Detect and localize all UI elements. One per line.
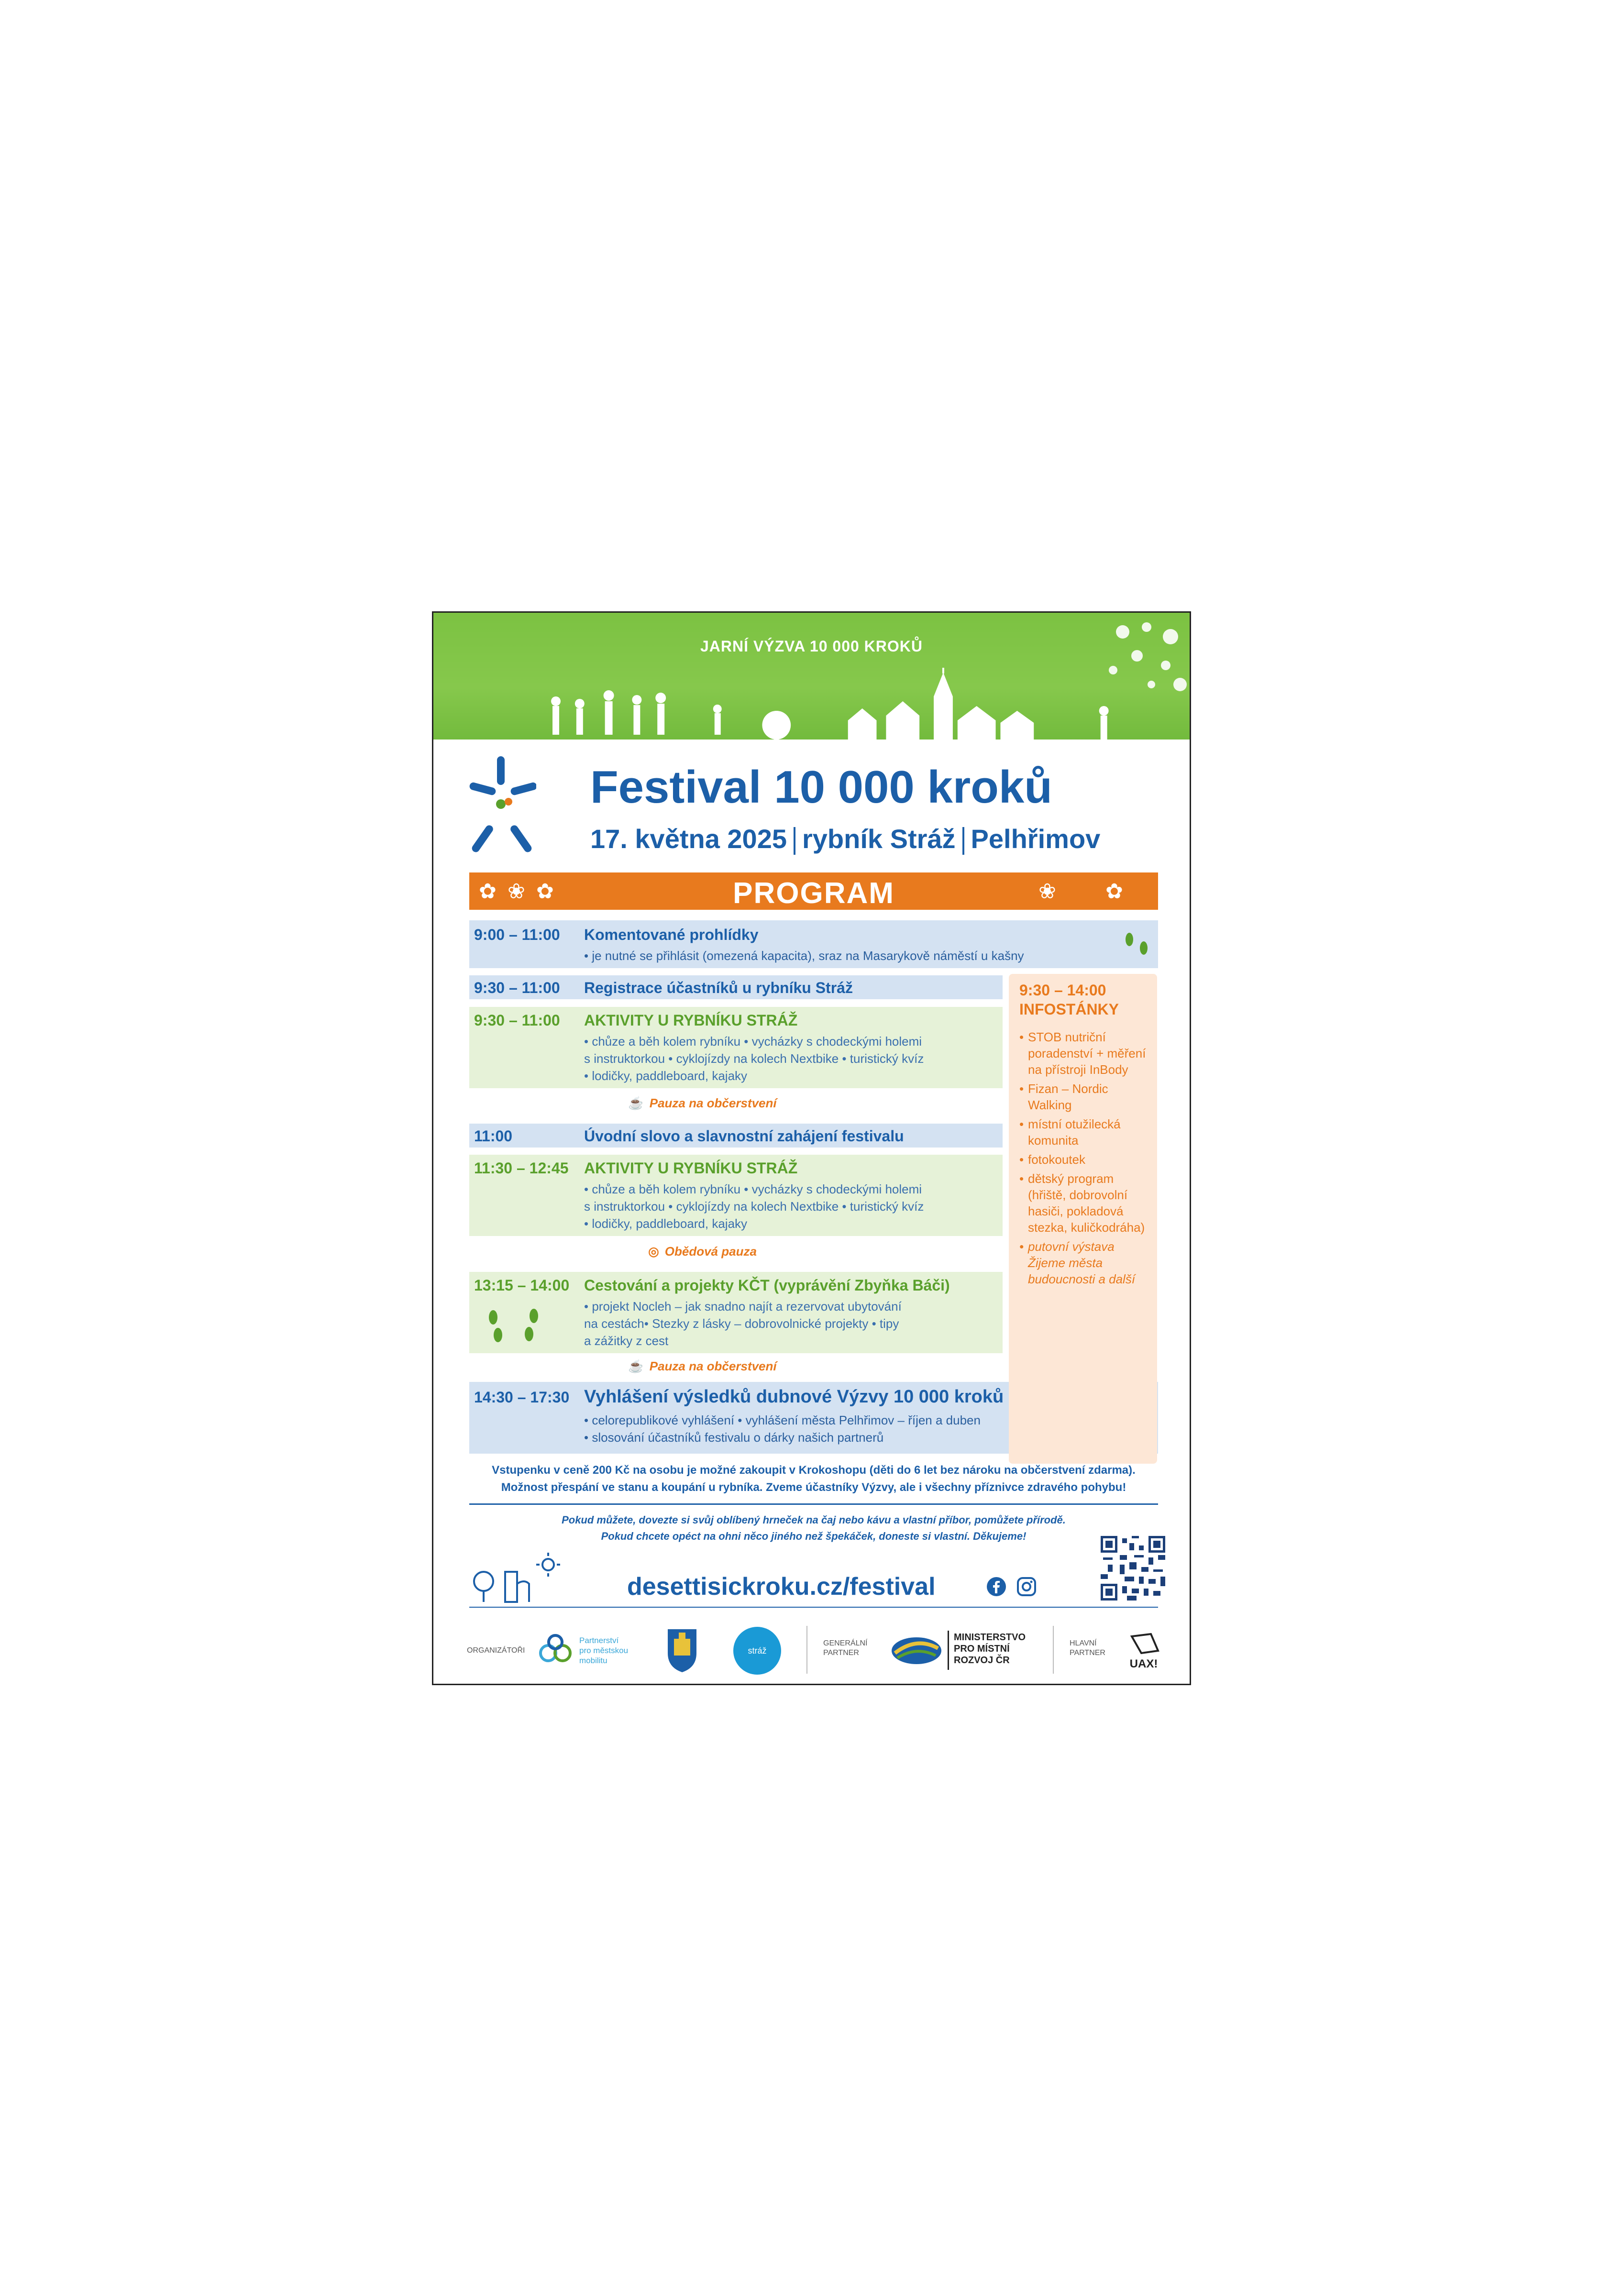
festival-poster [432, 611, 1191, 1685]
footprints-icon [1121, 930, 1154, 959]
schedule-row [469, 1155, 1003, 1236]
uax-logo-text: UAX! [1129, 1657, 1158, 1670]
schedule-row [469, 975, 1003, 999]
pause-label: Obědová pauza [664, 1244, 757, 1258]
festival-subtitle [590, 823, 1100, 855]
schedule-detail: • chůze a běh kolem rybníku • vycházky s chodeckými holemi [584, 1034, 922, 1049]
event-date: 17. května 2025 [590, 824, 787, 854]
schedule-time: 9:30 – 11:00 [474, 1012, 560, 1029]
coffee-cup-icon: ☕ [628, 1096, 644, 1110]
main-partner-label [1070, 1639, 1105, 1658]
schedule-detail: s instruktorkou • cyklojízdy na kolech Nextbike • turistický kvíz [584, 1199, 924, 1214]
footprints-icon [479, 1305, 551, 1348]
festival-title: Festival 10 000 kroků [590, 762, 1052, 813]
ticket-note-line: Vstupenku v ceně 200 Kč na osobu je možné zakoupit v Krokoshopu (děti do 6 let bez nároku na občerstvení zdarma). [492, 1464, 1136, 1477]
schedule-time: 13:15 – 14:00 [474, 1277, 570, 1294]
info-item: • STOB nutriční poradenství + měření na přístroji InBody [1019, 1029, 1151, 1078]
general-partner-label [823, 1639, 867, 1658]
flower-icon: ❀ [1038, 880, 1056, 903]
divider [469, 1503, 1158, 1505]
info-item: • místní otužilecká komunita [1019, 1116, 1151, 1148]
schedule-row [469, 1124, 1003, 1148]
schedule-title: Cestování a projekty KČT (vyprávění Zbyňka Báči) [584, 1277, 950, 1294]
separator [806, 1626, 807, 1674]
schedule-detail: • lodičky, paddleboard, kajaky [584, 1216, 748, 1231]
flower-icon: ✿ [536, 880, 554, 903]
ppm-logo-text [579, 1635, 628, 1666]
label-line: HLAVNÍ [1070, 1639, 1097, 1647]
header-banner [433, 613, 1190, 749]
straz-logo-icon [732, 1626, 783, 1676]
flower-icon: ✿ [479, 880, 497, 903]
info-list [1019, 1029, 1151, 1290]
label-line: GENERÁLNÍ [823, 1639, 868, 1647]
schedule-time: 11:00 [474, 1127, 513, 1145]
festival-url-link[interactable]: desettisickroku.cz/festival [627, 1573, 936, 1601]
separator [948, 1631, 949, 1670]
lunch-pause [433, 1244, 972, 1259]
ppm-text-line: Partnerství [579, 1636, 619, 1645]
schedule-title: Komentované prohlídky [584, 926, 759, 943]
schedule-title: AKTIVITY U RYBNÍKU STRÁŽ [584, 1012, 798, 1029]
schedule-detail: na cestách• Stezky z lásky – dobrovolnické projekty • tipy [584, 1316, 899, 1331]
eco-note-line: Pokud můžete, dovezte si svůj oblíbený hrneček na čaj nebo kávu a vlastní příbor, pomůžete přírodě. [562, 1514, 1066, 1526]
town-skyline [433, 668, 1190, 749]
schedule-detail: a zážitky z cest [584, 1334, 669, 1348]
separator [794, 827, 795, 855]
ppm-text-line: pro městskou [579, 1646, 629, 1655]
event-place: rybník Stráž [802, 824, 956, 854]
separator [962, 827, 964, 855]
straz-logo-text: stráž [748, 1646, 767, 1656]
separator [1053, 1626, 1054, 1674]
schedule-detail: • chůze a běh kolem rybníku • vycházky s chodeckými holemi [584, 1182, 922, 1196]
label-line: PARTNER [823, 1649, 859, 1657]
challenge-heading: JARNÍ VÝZVA 10 000 KROKŮ [700, 638, 923, 655]
info-item: • fotokoutek [1019, 1151, 1151, 1168]
pause-label: Pauza na občerstvení [649, 1096, 777, 1110]
info-stands-panel [1009, 974, 1157, 1464]
pelhrimov-coat-of-arms-icon [665, 1627, 699, 1675]
schedule-row [469, 920, 1158, 968]
mmr-text-line: MINISTERSTVO [954, 1632, 1026, 1643]
pause-label: Pauza na občerstvení [649, 1359, 777, 1373]
qr-code[interactable] [1101, 1536, 1165, 1601]
ticket-note-line: Možnost přespání ve stanu a koupání u rybníka. Zveme účastníky Výzvy, ale i všechny příznivce zdravého pohybu! [501, 1481, 1126, 1494]
plate-icon: ◎ [648, 1244, 659, 1258]
program-banner [469, 872, 1158, 910]
eco-note [462, 1512, 1165, 1545]
eco-note-line: Pokud chcete opéct na ohni něco jiného než špekáček, doneste si vlastní. Děkujeme! [601, 1530, 1027, 1542]
schedule-detail: • celorepublikové vyhlášení • vyhlášení města Pelhřimov – říjen a duben [584, 1413, 981, 1427]
mmr-text-line: ROZVOJ ČR [954, 1655, 1010, 1666]
mmr-logo-text [954, 1632, 1026, 1666]
refreshment-pause [433, 1096, 972, 1111]
flower-icon: ✿ [1105, 880, 1123, 903]
program-heading: PROGRAM [733, 877, 894, 910]
facebook-icon[interactable] [986, 1576, 1007, 1597]
schedule-time: 14:30 – 17:30 [474, 1389, 570, 1406]
schedule-detail: s instruktorkou • cyklojízdy na kolech Nextbike • turistický kvíz [584, 1051, 924, 1066]
ppm-logo-icon [536, 1632, 574, 1670]
ppm-text-line: mobilitu [579, 1656, 607, 1665]
schedule-row [469, 1272, 1003, 1353]
schedule-row [469, 1007, 1003, 1088]
info-title: INFOSTÁNKY [1019, 1001, 1119, 1018]
schedule-time: 11:30 – 12:45 [474, 1159, 569, 1177]
info-time: 9:30 – 14:00 [1019, 982, 1106, 999]
event-city: Pelhřimov [971, 824, 1101, 854]
schedule-title: Úvodní slovo a slavnostní zahájení festivalu [584, 1127, 904, 1145]
divider [469, 1607, 1158, 1608]
info-item: • dětský program (hřiště, dobrovolní hasiči, pokladová stezka, kuličkodráha) [1019, 1170, 1151, 1236]
schedule-time: 9:00 – 11:00 [474, 926, 560, 943]
refreshment-pause [433, 1359, 972, 1374]
schedule-detail: • projekt Nocleh – jak snadno najít a rezervovat ubytování [584, 1299, 902, 1314]
mmr-text-line: PRO MÍSTNÍ [954, 1644, 1010, 1654]
label-line: PARTNER [1070, 1649, 1105, 1657]
ticket-note [462, 1462, 1165, 1496]
coffee-cup-icon: ☕ [628, 1359, 644, 1373]
schedule-title: AKTIVITY U RYBNÍKU STRÁŽ [584, 1159, 798, 1177]
schedule-title: Vyhlášení výsledků dubnové Výzvy 10 000 kroků [584, 1387, 1004, 1407]
partners-footer [433, 1612, 1190, 1684]
organizers-label: ORGANIZÁTOŘI [467, 1646, 525, 1655]
schedule-detail: • lodičky, paddleboard, kajaky [584, 1069, 748, 1083]
schedule-time: 9:30 – 11:00 [474, 979, 560, 996]
schedule-title: Registrace účastníků u rybníku Stráž [584, 979, 853, 996]
info-item: • Fizan – Nordic Walking [1019, 1081, 1151, 1113]
mmr-logo-icon [890, 1634, 943, 1667]
schedule-detail: • slosování účastníků festivalu o dárky našich partnerů [584, 1430, 884, 1445]
town-outline-icon [469, 1550, 565, 1603]
schedule-detail: • je nutné se přihlásit (omezená kapacita), sraz na Masarykově náměstí u kašny [584, 949, 1024, 963]
festival-logo-icon [469, 756, 536, 861]
info-item: • putovní výstava Žijeme města budoucnosti a další [1019, 1238, 1151, 1287]
instagram-icon[interactable] [1016, 1576, 1037, 1597]
uax-logo-icon [1122, 1629, 1165, 1672]
flower-icon: ❀ [508, 880, 525, 903]
